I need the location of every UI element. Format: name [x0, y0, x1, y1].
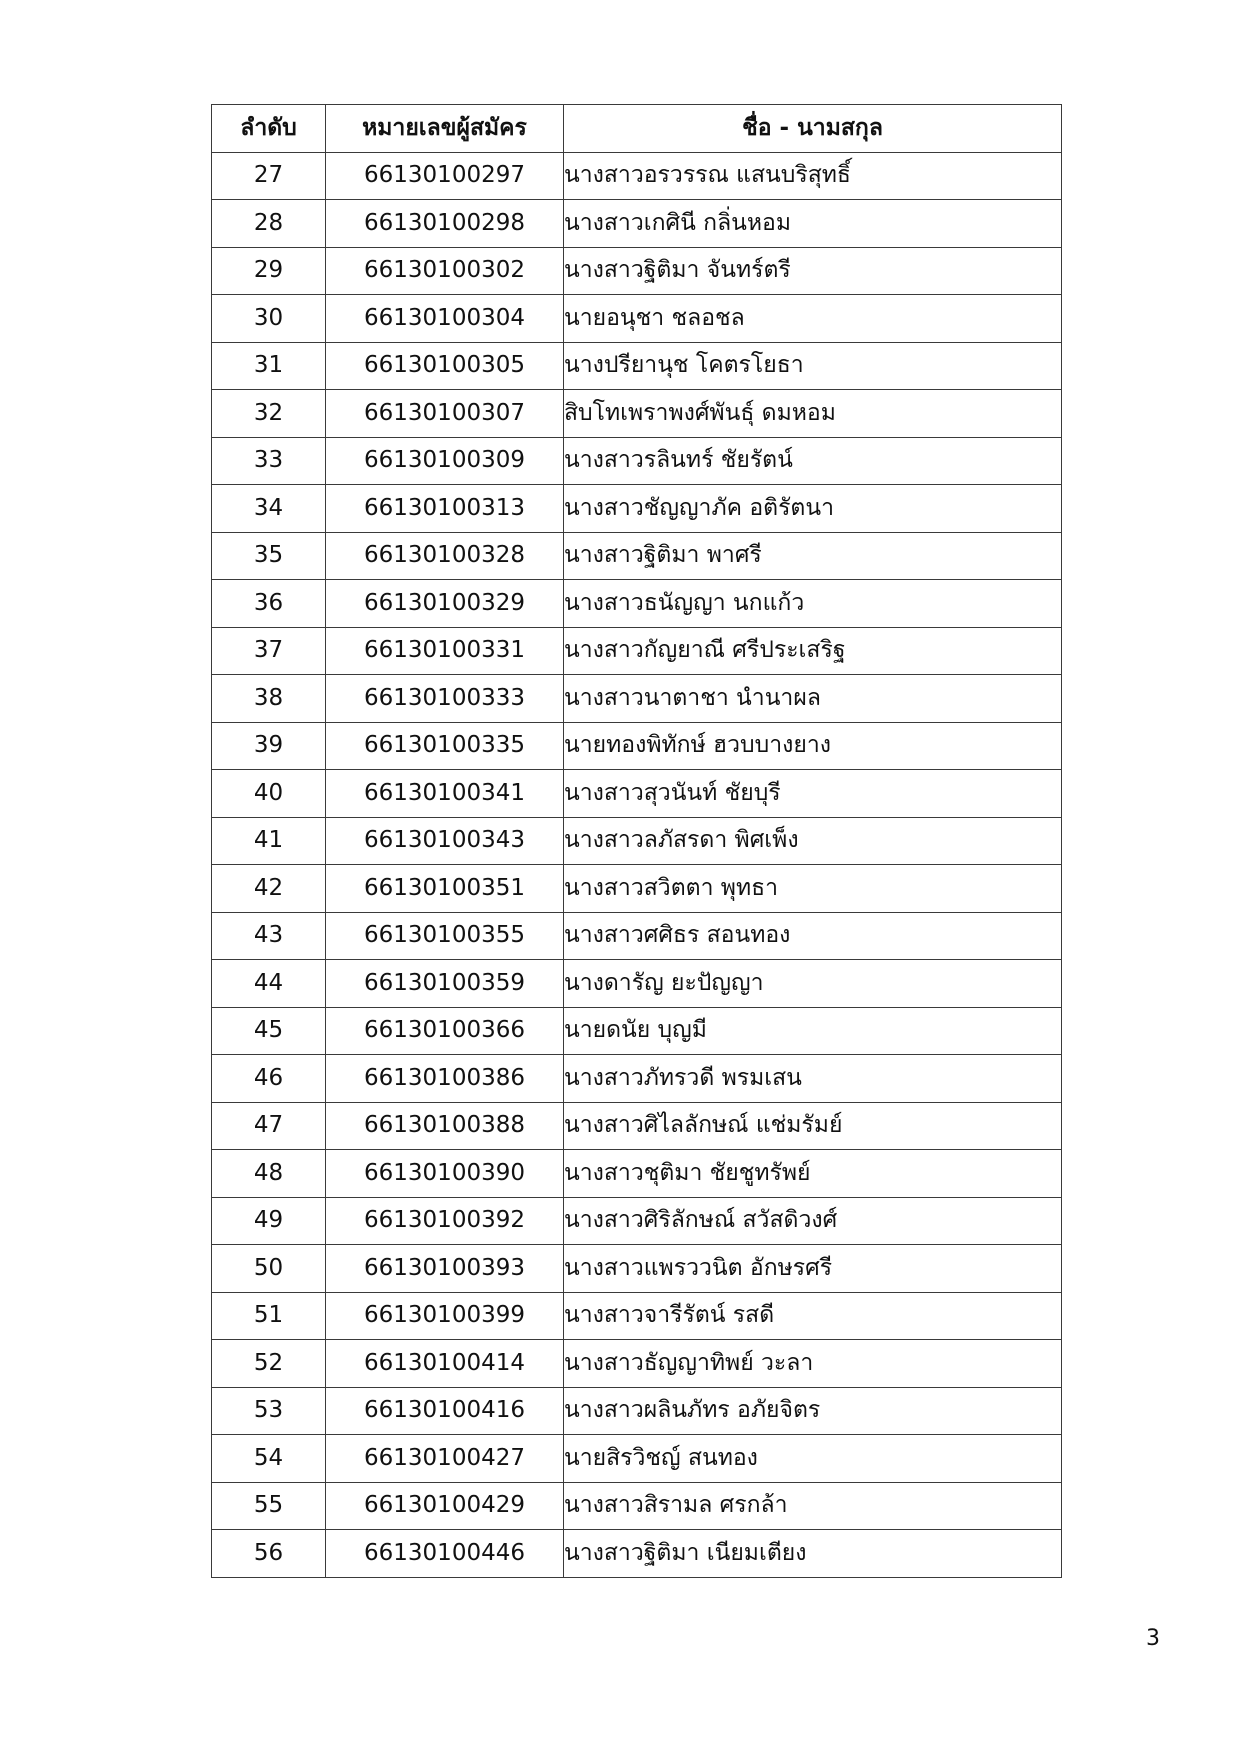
- table-row: [212, 960, 1062, 1008]
- name-cell: นางสาวนาตาชา นำนาผล: [564, 675, 1062, 723]
- table-row: [212, 817, 1062, 865]
- table-row: [212, 152, 1062, 200]
- applicant-id-cell: 66130100297: [326, 152, 564, 200]
- seq-cell: 40: [212, 770, 326, 818]
- name-cell: นางสาวชัญญาภัค อติรัตนา: [564, 485, 1062, 533]
- applicant-id-cell: 66130100427: [326, 1435, 564, 1483]
- name-cell: นางสาวจารีรัตน์ รสดี: [564, 1292, 1062, 1340]
- name-cell: นายทองพิทักษ์ ฮวบบางยาง: [564, 722, 1062, 770]
- table-row: [212, 1482, 1062, 1530]
- applicant-id-cell: 66130100399: [326, 1292, 564, 1340]
- name-cell: นายอนุชา ชลอชล: [564, 295, 1062, 343]
- seq-cell: 43: [212, 912, 326, 960]
- applicant-id-cell: 66130100416: [326, 1387, 564, 1435]
- table-row: [212, 722, 1062, 770]
- name-cell: นางสาวฐิติมา พาศรี: [564, 532, 1062, 580]
- table-row: [212, 675, 1062, 723]
- seq-cell: 54: [212, 1435, 326, 1483]
- table-body: [212, 152, 1062, 1577]
- name-cell: นางสาวสุวนันท์ ชัยบุรี: [564, 770, 1062, 818]
- applicant-id-cell: 66130100414: [326, 1340, 564, 1388]
- table-row: [212, 1435, 1062, 1483]
- table-row: [212, 1150, 1062, 1198]
- header-seq: ลำดับ: [212, 105, 326, 153]
- seq-cell: 53: [212, 1387, 326, 1435]
- seq-cell: 30: [212, 295, 326, 343]
- table-row: [212, 580, 1062, 628]
- name-cell: นางสาวอรวรรณ แสนบริสุทธิ์: [564, 152, 1062, 200]
- applicant-id-cell: 66130100393: [326, 1245, 564, 1293]
- applicant-id-cell: 66130100309: [326, 437, 564, 485]
- applicant-id-cell: 66130100328: [326, 532, 564, 580]
- table-row: [212, 627, 1062, 675]
- name-cell: นางปรียานุช โคตรโยธา: [564, 342, 1062, 390]
- seq-cell: 48: [212, 1150, 326, 1198]
- applicant-id-cell: 66130100355: [326, 912, 564, 960]
- table-row: [212, 1245, 1062, 1293]
- seq-cell: 34: [212, 485, 326, 533]
- table-row: [212, 295, 1062, 343]
- applicant-id-cell: 66130100388: [326, 1102, 564, 1150]
- name-cell: นางสาวเกศินี กลิ่นหอม: [564, 200, 1062, 248]
- seq-cell: 39: [212, 722, 326, 770]
- name-cell: นางสาวธนัญญา นกแก้ว: [564, 580, 1062, 628]
- table-row: [212, 1387, 1062, 1435]
- seq-cell: 47: [212, 1102, 326, 1150]
- seq-cell: 31: [212, 342, 326, 390]
- table-row: [212, 1055, 1062, 1103]
- applicant-id-cell: 66130100390: [326, 1150, 564, 1198]
- seq-cell: 45: [212, 1007, 326, 1055]
- name-cell: นางสาวชุติมา ชัยชูทรัพย์: [564, 1150, 1062, 1198]
- name-cell: นางสาวศิริลักษณ์ สวัสดิวงศ์: [564, 1197, 1062, 1245]
- header-applicant-id: หมายเลขผู้สมัคร: [326, 105, 564, 153]
- seq-cell: 38: [212, 675, 326, 723]
- table-row: [212, 1102, 1062, 1150]
- seq-cell: 56: [212, 1530, 326, 1578]
- applicant-id-cell: 66130100313: [326, 485, 564, 533]
- applicant-id-cell: 66130100341: [326, 770, 564, 818]
- header-row: [212, 105, 1062, 153]
- seq-cell: 28: [212, 200, 326, 248]
- table-row: [212, 390, 1062, 438]
- table-row: [212, 1292, 1062, 1340]
- applicant-id-cell: 66130100304: [326, 295, 564, 343]
- seq-cell: 51: [212, 1292, 326, 1340]
- name-cell: นายดนัย บุญมี: [564, 1007, 1062, 1055]
- seq-cell: 52: [212, 1340, 326, 1388]
- applicant-table: [211, 104, 1062, 1578]
- applicant-id-cell: 66130100307: [326, 390, 564, 438]
- table-row: [212, 485, 1062, 533]
- seq-cell: 41: [212, 817, 326, 865]
- table-row: [212, 1340, 1062, 1388]
- name-cell: นางสาวภัทรวดี พรมเสน: [564, 1055, 1062, 1103]
- name-cell: นางสาวลภัสรดา พิศเพ็ง: [564, 817, 1062, 865]
- applicant-id-cell: 66130100333: [326, 675, 564, 723]
- name-cell: นางสาวสวิตตา พุทธา: [564, 865, 1062, 913]
- table-row: [212, 1007, 1062, 1055]
- name-cell: นางสาวธัญญาทิพย์ วะลา: [564, 1340, 1062, 1388]
- seq-cell: 44: [212, 960, 326, 1008]
- table-row: [212, 342, 1062, 390]
- seq-cell: 27: [212, 152, 326, 200]
- header-name: ชื่อ - นามสกุล: [564, 105, 1062, 153]
- applicant-id-cell: 66130100331: [326, 627, 564, 675]
- applicant-id-cell: 66130100343: [326, 817, 564, 865]
- page-number: 3: [1146, 1626, 1160, 1651]
- name-cell: สิบโทเพราพงศ์พันธุ์ ดมหอม: [564, 390, 1062, 438]
- name-cell: นายสิรวิชญ์ สนทอง: [564, 1435, 1062, 1483]
- table-row: [212, 247, 1062, 295]
- table-row: [212, 770, 1062, 818]
- table-row: [212, 912, 1062, 960]
- seq-cell: 46: [212, 1055, 326, 1103]
- name-cell: นางสาวสิรามล ศรกล้า: [564, 1482, 1062, 1530]
- applicant-id-cell: 66130100386: [326, 1055, 564, 1103]
- table-row: [212, 437, 1062, 485]
- name-cell: นางดารัญ ยะปัญญา: [564, 960, 1062, 1008]
- name-cell: นางสาวศิไลลักษณ์ แช่มรัมย์: [564, 1102, 1062, 1150]
- applicant-id-cell: 66130100302: [326, 247, 564, 295]
- applicant-id-cell: 66130100351: [326, 865, 564, 913]
- name-cell: นางสาวกัญยาณี ศรีประเสริฐ: [564, 627, 1062, 675]
- applicant-id-cell: 66130100335: [326, 722, 564, 770]
- table-row: [212, 865, 1062, 913]
- table-row: [212, 1530, 1062, 1578]
- seq-cell: 37: [212, 627, 326, 675]
- seq-cell: 42: [212, 865, 326, 913]
- table-row: [212, 200, 1062, 248]
- table-row: [212, 1197, 1062, 1245]
- seq-cell: 29: [212, 247, 326, 295]
- name-cell: นางสาวผลินภัทร อภัยจิตร: [564, 1387, 1062, 1435]
- name-cell: นางสาวศศิธร สอนทอง: [564, 912, 1062, 960]
- seq-cell: 50: [212, 1245, 326, 1293]
- applicant-id-cell: 66130100429: [326, 1482, 564, 1530]
- seq-cell: 33: [212, 437, 326, 485]
- applicant-id-cell: 66130100392: [326, 1197, 564, 1245]
- name-cell: นางสาวรลินทร์ ชัยรัตน์: [564, 437, 1062, 485]
- table-row: [212, 532, 1062, 580]
- applicant-id-cell: 66130100359: [326, 960, 564, 1008]
- seq-cell: 36: [212, 580, 326, 628]
- seq-cell: 55: [212, 1482, 326, 1530]
- seq-cell: 35: [212, 532, 326, 580]
- applicant-id-cell: 66130100298: [326, 200, 564, 248]
- seq-cell: 32: [212, 390, 326, 438]
- name-cell: นางสาวฐิติมา เนียมเตียง: [564, 1530, 1062, 1578]
- applicant-id-cell: 66130100329: [326, 580, 564, 628]
- applicant-id-cell: 66130100446: [326, 1530, 564, 1578]
- name-cell: นางสาวแพรววนิต อักษรศรี: [564, 1245, 1062, 1293]
- name-cell: นางสาวฐิติมา จันทร์ตรี: [564, 247, 1062, 295]
- table-header: [212, 105, 1062, 153]
- applicant-id-cell: 66130100366: [326, 1007, 564, 1055]
- seq-cell: 49: [212, 1197, 326, 1245]
- applicant-id-cell: 66130100305: [326, 342, 564, 390]
